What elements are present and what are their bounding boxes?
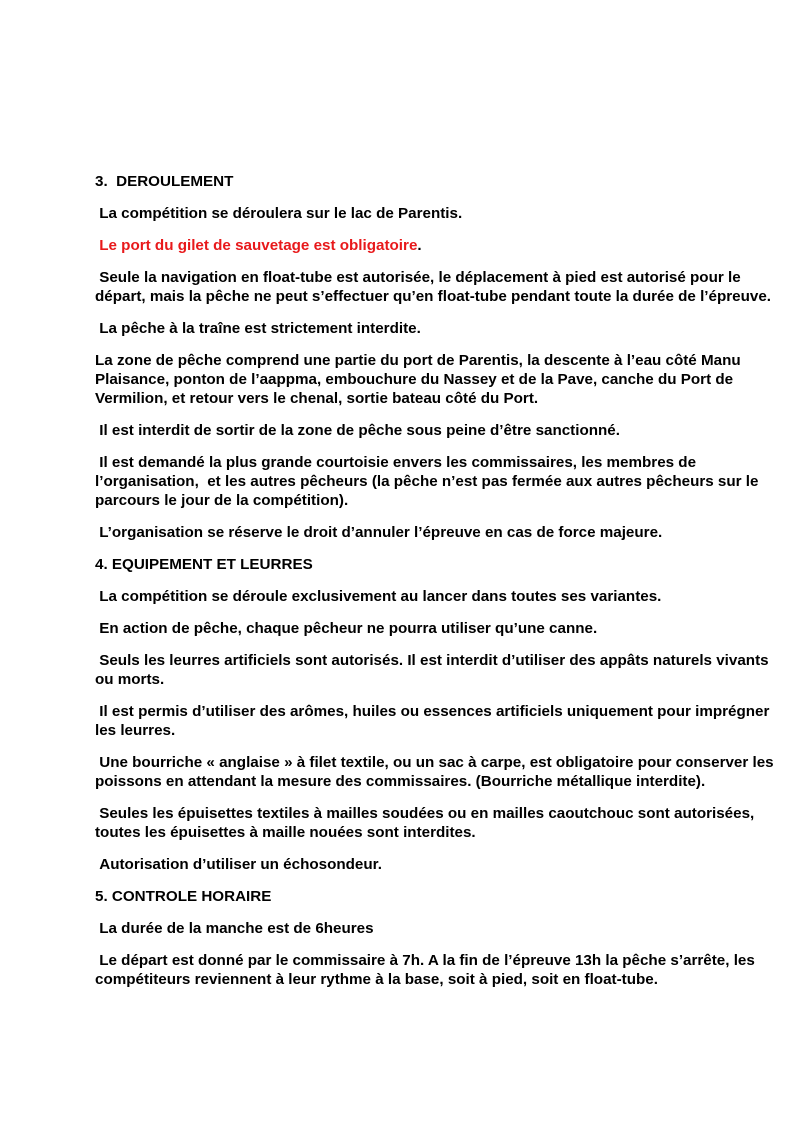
warning-period: . xyxy=(417,237,422,254)
warning-text: Le port du gilet de sauvetage est obligatoire xyxy=(95,237,418,254)
document-body xyxy=(95,172,778,1002)
section-heading-deroulement: 3. DEROULEMENT xyxy=(95,173,234,190)
paragraph-echosondeur: Autorisation d’utiliser un échosondeur. xyxy=(95,856,382,873)
section-heading-controle-horaire: 5. CONTROLE HORAIRE xyxy=(95,888,272,905)
paragraph-aromes: Il est permis d’utiliser des arômes, huiles ou essences artificiels uniquement pour imprégner les leurres. xyxy=(95,703,774,739)
paragraph-bourriche: Une bourriche « anglaise » à filet textile, ou un sac à carpe, est obligatoire pour conserver les poissons en attendant la mesure des commissaires. (Bourriche métallique interdite). xyxy=(95,754,778,790)
paragraph-depart: Le départ est donné par le commissaire à 7h. A la fin de l’épreuve 13h la pêche s’arrête, les compétiteurs reviennent à leur rythme à la base, soit à pied, soit en float-tube. xyxy=(95,952,760,988)
paragraph-gilet-obligatoire xyxy=(95,236,775,255)
paragraph-interdiction-sortie: Il est interdit de sortir de la zone de pêche sous peine d’être sanctionné. xyxy=(95,422,620,439)
paragraph-lieu: La compétition se déroulera sur le lac de Parentis. xyxy=(95,205,463,222)
paragraph-annulation: L’organisation se réserve le droit d’annuler l’épreuve en cas de force majeure. xyxy=(95,524,663,541)
paragraph-epuisettes: Seules les épuisettes textiles à mailles soudées ou en mailles caoutchouc sont autorisées, toutes les épuisettes à maille nouées sont interdites. xyxy=(95,805,759,841)
paragraph-zone-peche: La zone de pêche comprend une partie du port de Parentis, la descente à l’eau côté Manu Plaisance, ponton de l’aappma, embouchure du Nassey et de la Pave, canche du Port de Vermilion, et retour vers le chenal, sortie bateau côté du Port. xyxy=(95,352,745,407)
paragraph-lancer: La compétition se déroule exclusivement au lancer dans toutes ses variantes. xyxy=(95,588,662,605)
paragraph-traine: La pêche à la traîne est strictement interdite. xyxy=(95,320,421,337)
paragraph-une-canne: En action de pêche, chaque pêcheur ne pourra utiliser qu’une canne. xyxy=(95,620,598,637)
paragraph-navigation: Seule la navigation en float-tube est autorisée, le déplacement à pied est autorisé pour le départ, mais la pêche ne peut s’effectuer qu’en float-tube pendant toute la durée de l’épreuve. xyxy=(95,269,771,305)
paragraph-leurres: Seuls les leurres artificiels sont autorisés. Il est interdit d’utiliser des appâts naturels vivants ou morts. xyxy=(95,652,773,688)
paragraph-courtoisie: Il est demandé la plus grande courtoisie envers les commissaires, les membres de l’organisation, et les autres pêcheurs (la pêche n’est pas fermée aux autres pêcheurs sur le parcours le jour de la compétition). xyxy=(95,454,763,509)
section-heading-equipement: 4. EQUIPEMENT ET LEURRES xyxy=(95,556,313,573)
paragraph-duree: La durée de la manche est de 6heures xyxy=(95,920,374,937)
